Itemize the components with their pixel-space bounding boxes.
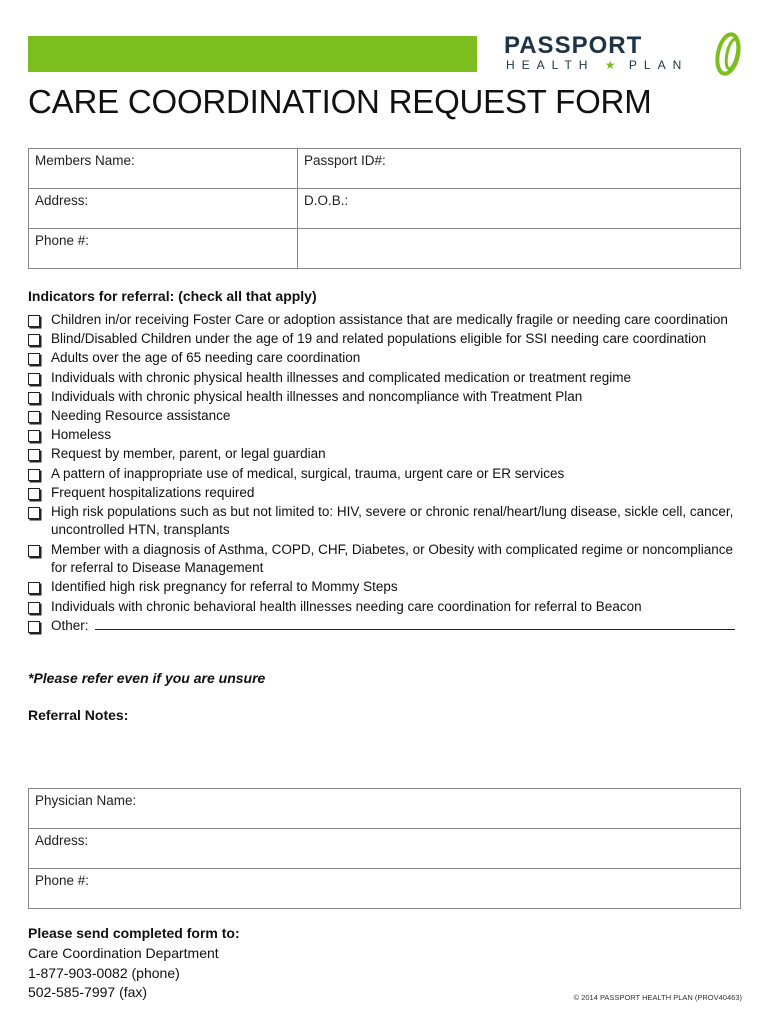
checkbox-icon[interactable] [28,507,40,519]
checklist-item-label: Homeless [51,427,112,443]
checkbox-icon[interactable] [28,430,40,442]
checklist-item-label: Children in/or receiving Foster Care or adoption assistance that are medically fragile or needing care coordination [51,312,728,327]
checklist-item [28,349,748,368]
other-input-line[interactable] [95,617,735,630]
physician-phone-field[interactable]: Phone #: [29,869,741,909]
checklist-item [28,311,748,330]
physician-info-table [28,788,741,909]
checklist-item-label: Blind/Disabled Children under the age of 19 and related populations eligible for SSI needing care coordination [51,331,707,347]
checklist-item [28,445,748,464]
checklist-item [28,578,748,597]
physician-address-field[interactable]: Address: [29,829,741,869]
referral-notes-label: Referral Notes: [28,707,129,723]
checklist-item-label: Needing Resource assistance [51,407,231,423]
checklist-item [28,541,748,578]
checklist-item [28,407,748,426]
checklist-item [28,388,748,407]
send-to-phone: 1-877-903-0082 (phone) [28,964,180,981]
checkbox-icon[interactable] [28,449,40,461]
checklist-item-label: Individuals with chronic physical health illnesses and complicated medication or treatment regime [51,369,632,385]
physician-name-field[interactable]: Physician Name: [29,789,741,829]
passport-id-field[interactable]: Passport ID#: [298,149,741,189]
checklist-item-label: Request by member, parent, or legal guardian [51,446,326,462]
checklist-item-other [28,617,748,636]
checkbox-icon[interactable] [28,315,40,327]
unsure-note: *Please refer even if you are unsure [28,670,266,686]
header-green-bar [28,36,477,72]
checkbox-icon[interactable] [28,469,40,481]
checklist-item-label: Frequent hospitalizations required [51,484,255,500]
members-name-field[interactable]: Members Name: [29,149,298,189]
checklist-item-label: Member with a diagnosis of Asthma, COPD, CHF, Diabetes, or Obesity with complicated regime or noncompliance for referral to Disease Management [51,541,734,576]
leaf-logo-icon [710,30,754,76]
checkbox-icon[interactable] [28,373,40,385]
checkbox-icon[interactable] [28,582,40,594]
checklist-item [28,330,748,349]
send-to-department: Care Coordination Department [28,945,219,961]
checklist-item [28,598,748,617]
checklist-item-label: Identified high risk pregnancy for referral to Mommy Steps [51,579,398,595]
send-to-block [28,944,219,1003]
logo-sub-right: PLAN [628,58,689,72]
checkbox-icon[interactable] [28,621,40,633]
empty-field [298,229,741,269]
send-to-heading: Please send completed form to: [28,925,240,941]
member-phone-field[interactable]: Phone #: [29,229,298,269]
member-info-table [28,148,741,269]
checklist-item-label: Adults over the age of 65 needing care coordination [51,350,361,366]
indicator-checklist [28,311,748,636]
checkbox-icon[interactable] [28,334,40,346]
indicators-heading: Indicators for referral: (check all that apply) [28,288,317,304]
checkbox-icon[interactable] [28,411,40,423]
checklist-item-label: A pattern of inappropriate use of medical, surgical, trauma, urgent care or ER services [51,465,565,481]
logo-wordmark: PASSPORT [504,32,643,59]
passport-health-plan-logo [504,30,754,76]
dob-field[interactable]: D.O.B.: [298,189,741,229]
logo-sub-left: HEALTH [506,58,595,72]
send-to-fax: 502-585-7997 (fax) [28,984,148,1000]
checklist-item [28,369,748,388]
checklist-item [28,503,748,540]
checkbox-icon[interactable] [28,602,40,614]
star-icon: ★ [604,58,619,72]
checkbox-icon[interactable] [28,392,40,404]
logo-subtitle [506,58,688,72]
checklist-item-label: Individuals with chronic physical health illnesses and noncompliance with Treatment Plan [51,388,583,404]
member-address-field[interactable]: Address: [29,189,298,229]
checklist-item [28,426,748,445]
checkbox-icon[interactable] [28,488,40,500]
checkbox-icon[interactable] [28,353,40,365]
checklist-item [28,484,748,503]
copyright-footer: © 2014 PASSPORT HEALTH PLAN (PROV40463) [573,993,742,1002]
checklist-item-label: High risk populations such as but not limited to: HIV, severe or chronic renal/heart/lung disease, sickle cell, cancer, uncontrolled HTN, transplants [51,503,734,538]
other-label: Other: [51,617,89,633]
checklist-item-label: Individuals with chronic behavioral health illnesses needing care coordination for referral to Beacon [51,598,642,614]
page-title: CARE COORDINATION REQUEST FORM [28,83,652,120]
checkbox-icon[interactable] [28,545,40,557]
checklist-item [28,465,748,484]
